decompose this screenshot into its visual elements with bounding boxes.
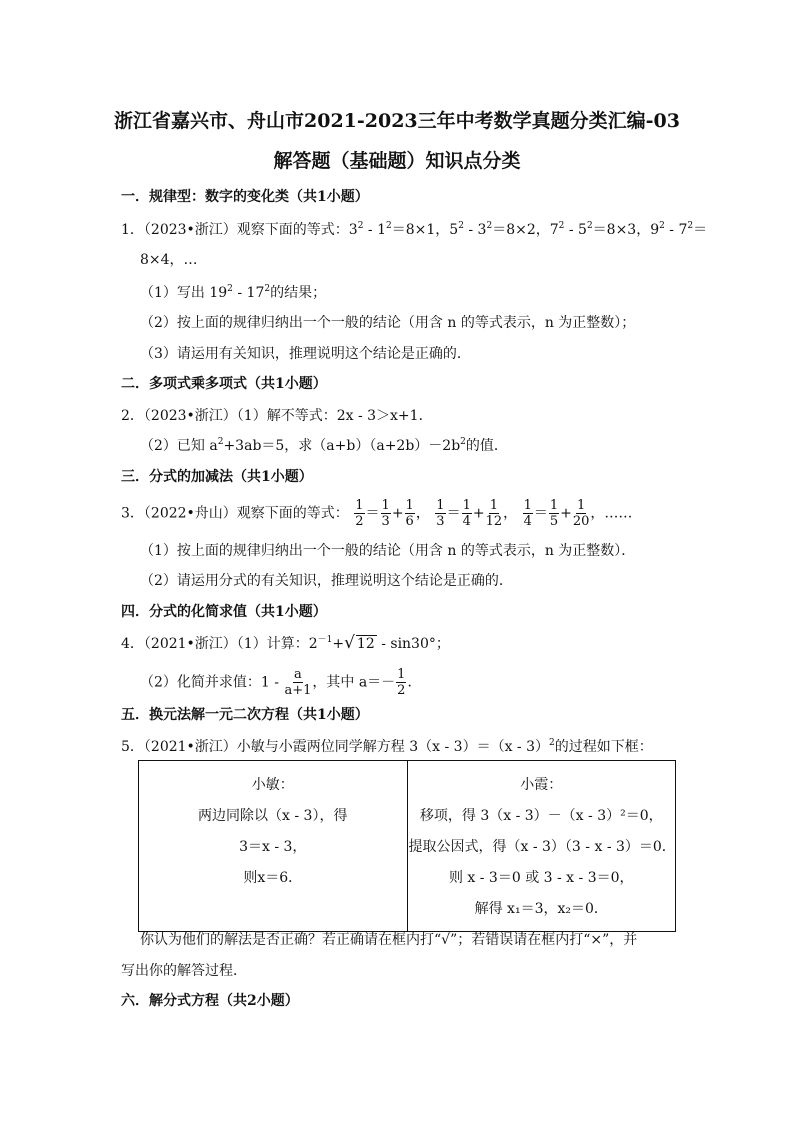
xiaoxia-line: 提取公因式，得（x - 3）（3 - x - 3）＝0． xyxy=(408,839,676,855)
xiaomin-line: 3＝x - 3， xyxy=(239,839,307,855)
question-3-part2: （2）请运用分式的有关知识，推理说明这个结论是正确的． xyxy=(140,573,513,589)
question-1-part2: （2）按上面的规律归纳出一个一般的结论（用含 n 的等式表示，n 为正整数）； xyxy=(140,315,636,331)
question-2-part2: （2）已知 $a^2+3ab=5$，求$(a+b)(a+2b)-2b^2$的值． xyxy=(140,437,508,454)
question-1-line2: 8×4，… xyxy=(140,252,198,268)
question-1-line1 xyxy=(121,220,707,240)
question-4-part2: （2）化简并求值：1 - $\frac{a}{a+1}$ ，其中 a＝－ $\frac{1}{2}$ ． xyxy=(140,667,422,698)
doc-title-line2: 解答题（基础题）知识点分类 xyxy=(273,150,521,172)
section-heading-3: 三．分式的加减法（共1小题） xyxy=(121,469,313,485)
xiaoxia-line: 解得 x₁＝3，x₂＝0． xyxy=(474,901,608,917)
xiaomin-line: 则x＝6． xyxy=(243,870,303,886)
xiaoxia-line: 小霞： xyxy=(520,777,563,793)
question-2-line1: 2．（2023•浙江）（1）解不等式：2x - 3＞x+1． xyxy=(121,408,433,424)
xiaomin-line: 两边同除以（x - 3），得 xyxy=(198,808,348,824)
question-1-part1: （1）写出 $19^2 - 17^2$的结果； xyxy=(140,284,327,301)
solution-comparison-table xyxy=(138,760,676,932)
xiaoxia-line: 移项，得 3（x - 3）－（x - 3）²＝0， xyxy=(419,808,663,824)
xiaomin-line: 小敏： xyxy=(251,777,294,793)
question-1-prefix: 1．（2023•浙江）观察下面的等式： xyxy=(121,222,349,238)
question-3-line1: 3．（2022•舟山）观察下面的等式： $\frac{1}{2}$ ＝ $\frac{1}{3}$ + $\frac{1}{6}$ ， $\frac{1}{3}$ ＝ $\frac{1}{4}$ + $\frac{1}{12}$ ， $\frac{1}{4}$ ＝ $\frac{1}{5}$ + $\frac{1}{20}$ ，…… xyxy=(121,498,633,529)
section-heading-6: 六．解分式方程（共2小题） xyxy=(121,993,299,1009)
question-5-after2: 写出你的解答过程． xyxy=(121,963,247,979)
question-4-line1: 4．（2021•浙江）（1）计算：$2^{-1}+√$ 12 - sin30°； xyxy=(121,633,450,653)
section-heading-2: 二．多项式乘多项式（共1小题） xyxy=(121,376,327,392)
question-1-part3: （3）请运用有关知识，推理说明这个结论是正确的． xyxy=(140,346,471,362)
question-5-line1: 5．（2021•浙江）小敏与小霞两位同学解方程 3（x - 3）＝（x - 3）$^2$的过程如下框： xyxy=(121,738,653,755)
question-3-part1: （1）按上面的规律归纳出一个一般的结论（用含 n 的等式表示，n 为正整数）． xyxy=(140,543,636,559)
question-5-after1: 你认为他们的解法是否正确？若正确请在框内打“√”；若错误请在框内打“×”，并 xyxy=(140,932,638,948)
equation-1: $3^2 - 1^2=8\times 1$，$5^2 - 3^2=8\times 2$，$7^2 - 5^2=8\times 3$，$9^2 - 7^2=$ xyxy=(348,221,708,238)
xiaoxia-solution-cell xyxy=(407,761,676,932)
section-heading-4: 四．分式的化简求值（共1小题） xyxy=(121,604,327,620)
section-heading-5: 五．换元法解一元二次方程（共1小题） xyxy=(121,707,369,723)
doc-title-line1: 浙江省嘉兴市、舟山市2021-2023三年中考数学真题分类汇编-03 xyxy=(114,110,680,132)
xiaomin-solution-cell xyxy=(139,761,408,932)
xiaoxia-line: 则 x - 3＝0 或 3 - x - 3＝0， xyxy=(448,870,634,886)
section-heading-1: 一．规律型：数字的变化类（共1小题） xyxy=(121,189,369,205)
